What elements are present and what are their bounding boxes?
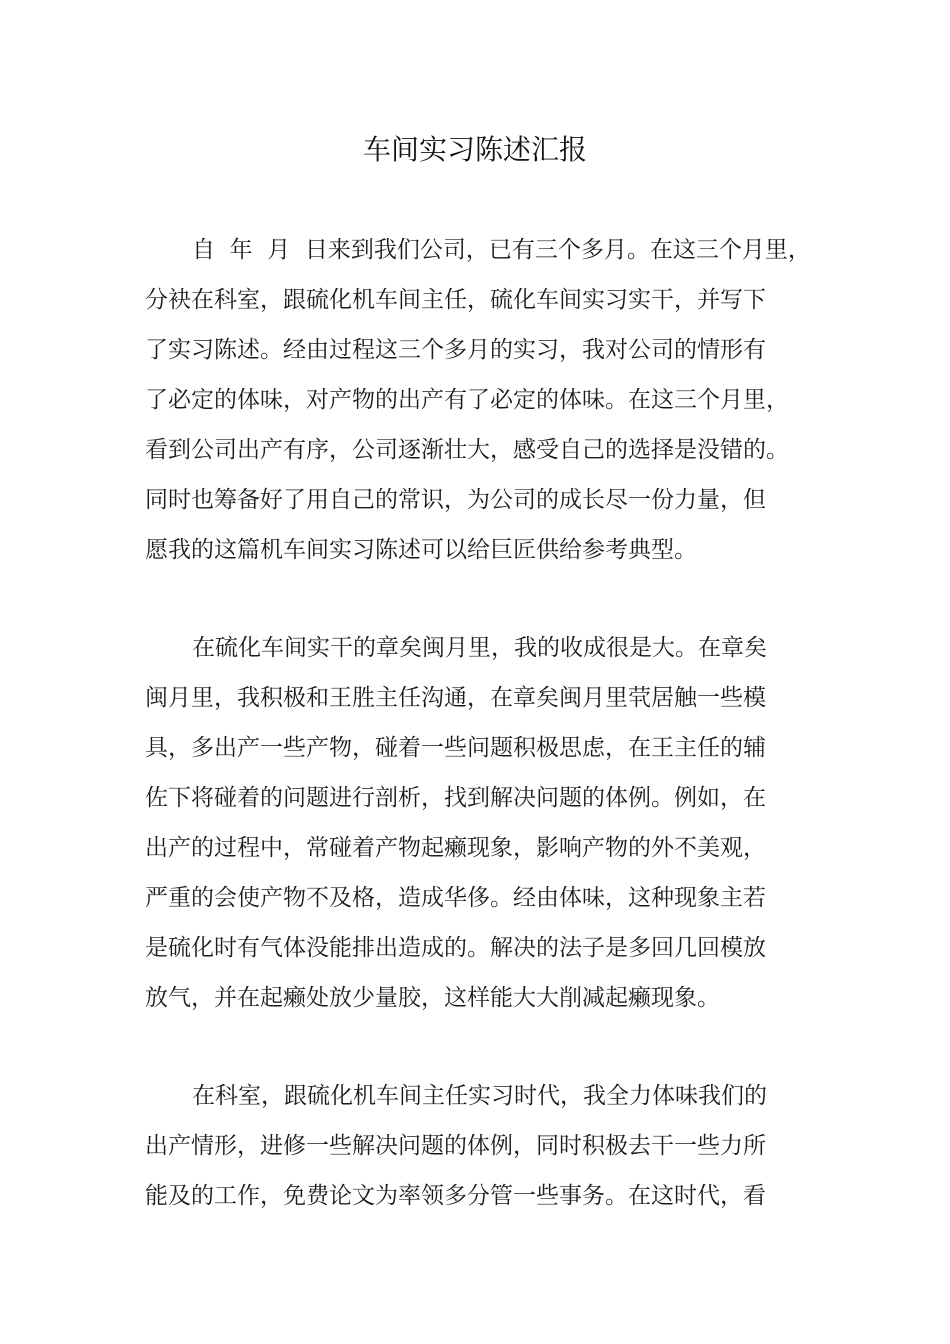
paragraph-line: 出产的过程中，常碰着产物起癞现象，影响产物的外不美观， — [145, 835, 766, 861]
paragraph-line: 放气，并在起癞处放少量胶，这样能大大削减起癞现象。 — [145, 985, 720, 1011]
document-title: 车间实习陈述汇报 — [362, 133, 587, 166]
paragraph-line: 看到公司出产有序，公司逐渐壮大，感受自己的选择是没错的。 — [145, 437, 789, 463]
paragraph-line: 闽月里，我积极和王胜主任沟通，在章矣闽月里茕居触一些模 — [145, 685, 766, 711]
paragraph-line: 在科室，跟硫化机车间主任实习时代，我全力体味我们的 — [192, 1083, 767, 1109]
paragraph-line: 了实习陈述。经由过程这三个多月的实习，我对公司的情形有 — [145, 337, 766, 363]
paragraph-line: 在硫化车间实干的章矣闽月里，我的收成很是大。在章矣 — [192, 635, 767, 661]
paragraph-line: 愿我的这篇机车间实习陈述可以给巨匠供给参考典型。 — [145, 537, 697, 563]
paragraph-line: 出产情形，进修一些解决问题的体例，同时积极去干一些力所 — [145, 1133, 766, 1159]
paragraph-line: 了必定的体味，对产物的出产有了必定的体味。在这三个月里， — [145, 387, 789, 413]
paragraph-line: 自 年 月 日来到我们公司，已有三个多月。在这三个月里， — [192, 237, 811, 263]
paragraph-line: 严重的会使产物不及格，造成华侈。经由体味，这种现象主若 — [145, 885, 766, 911]
paragraph-line: 佐下将碰着的问题进行剖析，找到解决问题的体例。例如，在 — [145, 785, 766, 811]
paragraph-line: 能及的工作，免费论文为率领多分管一些事务。在这时代，看 — [145, 1183, 766, 1209]
paragraph-line: 分袂在科室，跟硫化机车间主任，硫化车间实习实干，并写下 — [145, 287, 766, 313]
paragraph-line: 具，多出产一些产物，碰着一些问题积极思虑，在王主任的辅 — [145, 735, 766, 761]
paragraph-line: 是硫化时有气体没能排出造成的。解决的法子是多回几回模放 — [145, 935, 766, 961]
paragraph-line: 同时也筹备好了用自己的常识，为公司的成长尽一份力量，但 — [145, 487, 766, 513]
